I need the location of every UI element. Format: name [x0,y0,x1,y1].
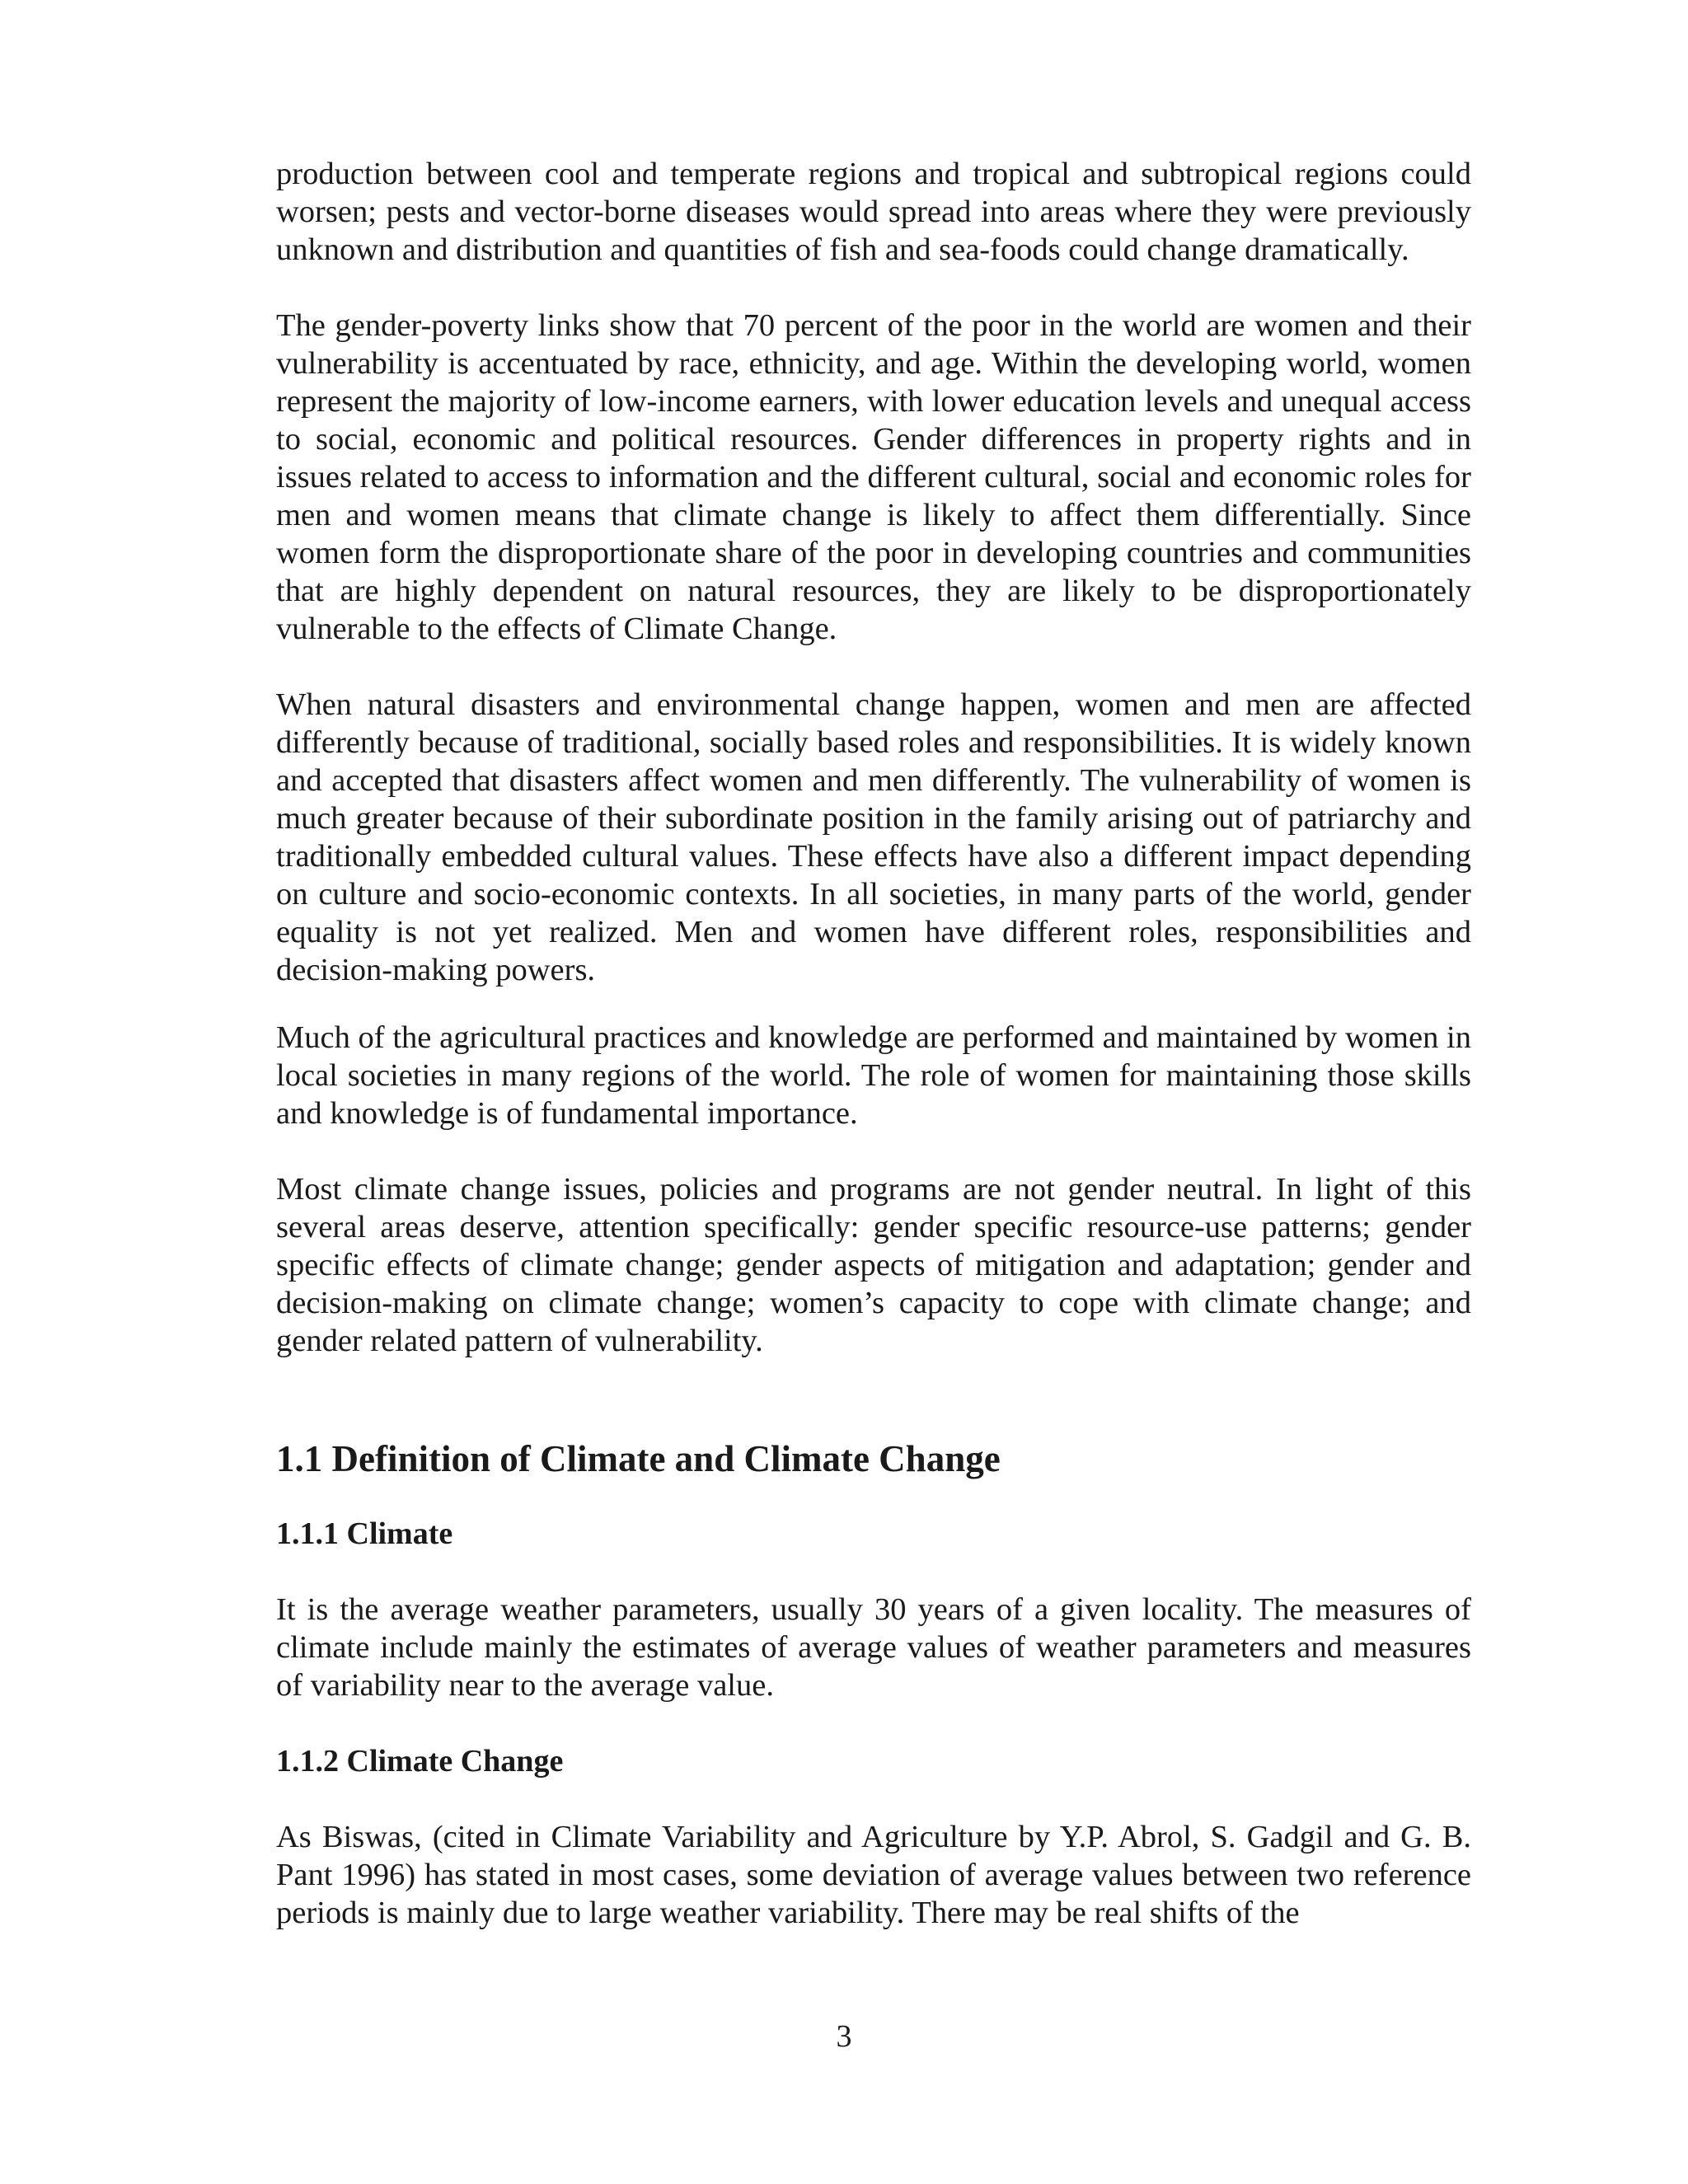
page-number: 3 [836,2019,852,2054]
paragraph-spacer [276,269,1471,307]
section-spacer [276,1360,1471,1436]
paragraph-gender-poverty: The gender-poverty links show that 70 percent of the poor in the world are women and their vulnerability is accentuated by race, ethnicity, and age. Within the developing world, women represent the majority of low-income earners, with lower education levels and unequal access to social, economic and political resources. Gender differences in property rights and in issues related to access to information and the different cultural, social and economic roles for men and women means that climate change is likely to affect them differentially. Since women form the disproportionate share of the poor in developing countries and communities that are highly dependent on natural resources, they are likely to be disproportionately vulnerable to the effects of Climate Change. [276,308,1471,646]
section-spacer [276,1553,1471,1591]
section-heading-definition: 1.1 Definition of Climate and Climate Change [276,1438,1001,1479]
subsection-heading-climate: 1.1.1 Climate [276,1516,453,1551]
section-spacer [276,1704,1471,1742]
paragraph-natural-disasters: When natural disasters and environmental change happen, women and men are affected differently because of traditional, socially based roles and responsibilities. It is widely known and accepted that disasters affect women and men differently. The vulnerability of women is much greater because of their subordinate position in the family arising out of patriarchy and traditionally embedded cultural values. These effects have also a different impact depending on culture and socio-economic contexts. In all societies, in many parts of the world, gender equality is not yet realized. Men and women have different roles, responsibilities and decision-making powers. [276,687,1471,987]
subsection-heading-climate-change: 1.1.2 Climate Change [276,1744,564,1779]
document-page [276,155,1471,1932]
paragraph-spacer [276,1132,1471,1170]
paragraph-crop-production: production between cool and temperate regions and tropical and subtropical regions could worsen; pests and vector-borne diseases would spread into areas where they were previously unknown and distribution and quantities of fish and sea-foods could change dramatically. [276,157,1471,267]
paragraph-spacer [276,648,1471,686]
section-spacer [276,1780,1471,1818]
paragraph-climate-change-definition: As Biswas, (cited in Climate Variability and Agriculture by Y.P. Abrol, S. Gadgil and G. B. Pant 1996) has stated in most cases, some deviation of average values between two reference periods is mainly due to large weather variability. There may be real shifts of the [276,1820,1471,1930]
paragraph-agricultural-practices: Much of the agricultural practices and knowledge are performed and maintained by women in local societies in many regions of the world. The role of women for maintaining those skills and knowledge is of fundamental importance. [276,1020,1471,1131]
section-spacer [276,1482,1471,1515]
paragraph-policies-not-gender-neutral: Most climate change issues, policies and programs are not gender neutral. In light of this several areas deserve, attention specifically: gender specific resource-use patterns; gender specific effects of climate change; gender aspects of mitigation and adaptation; gender and decision-making on climate change; women’s capacity to cope with climate change; and gender related pattern of vulnerability. [276,1172,1471,1358]
paragraph-spacer [276,989,1471,1019]
paragraph-climate-definition: It is the average weather parameters, usually 30 years of a given locality. The measures of climate include mainly the estimates of average values of weather parameters and measures of variability near to the average value. [276,1592,1471,1703]
